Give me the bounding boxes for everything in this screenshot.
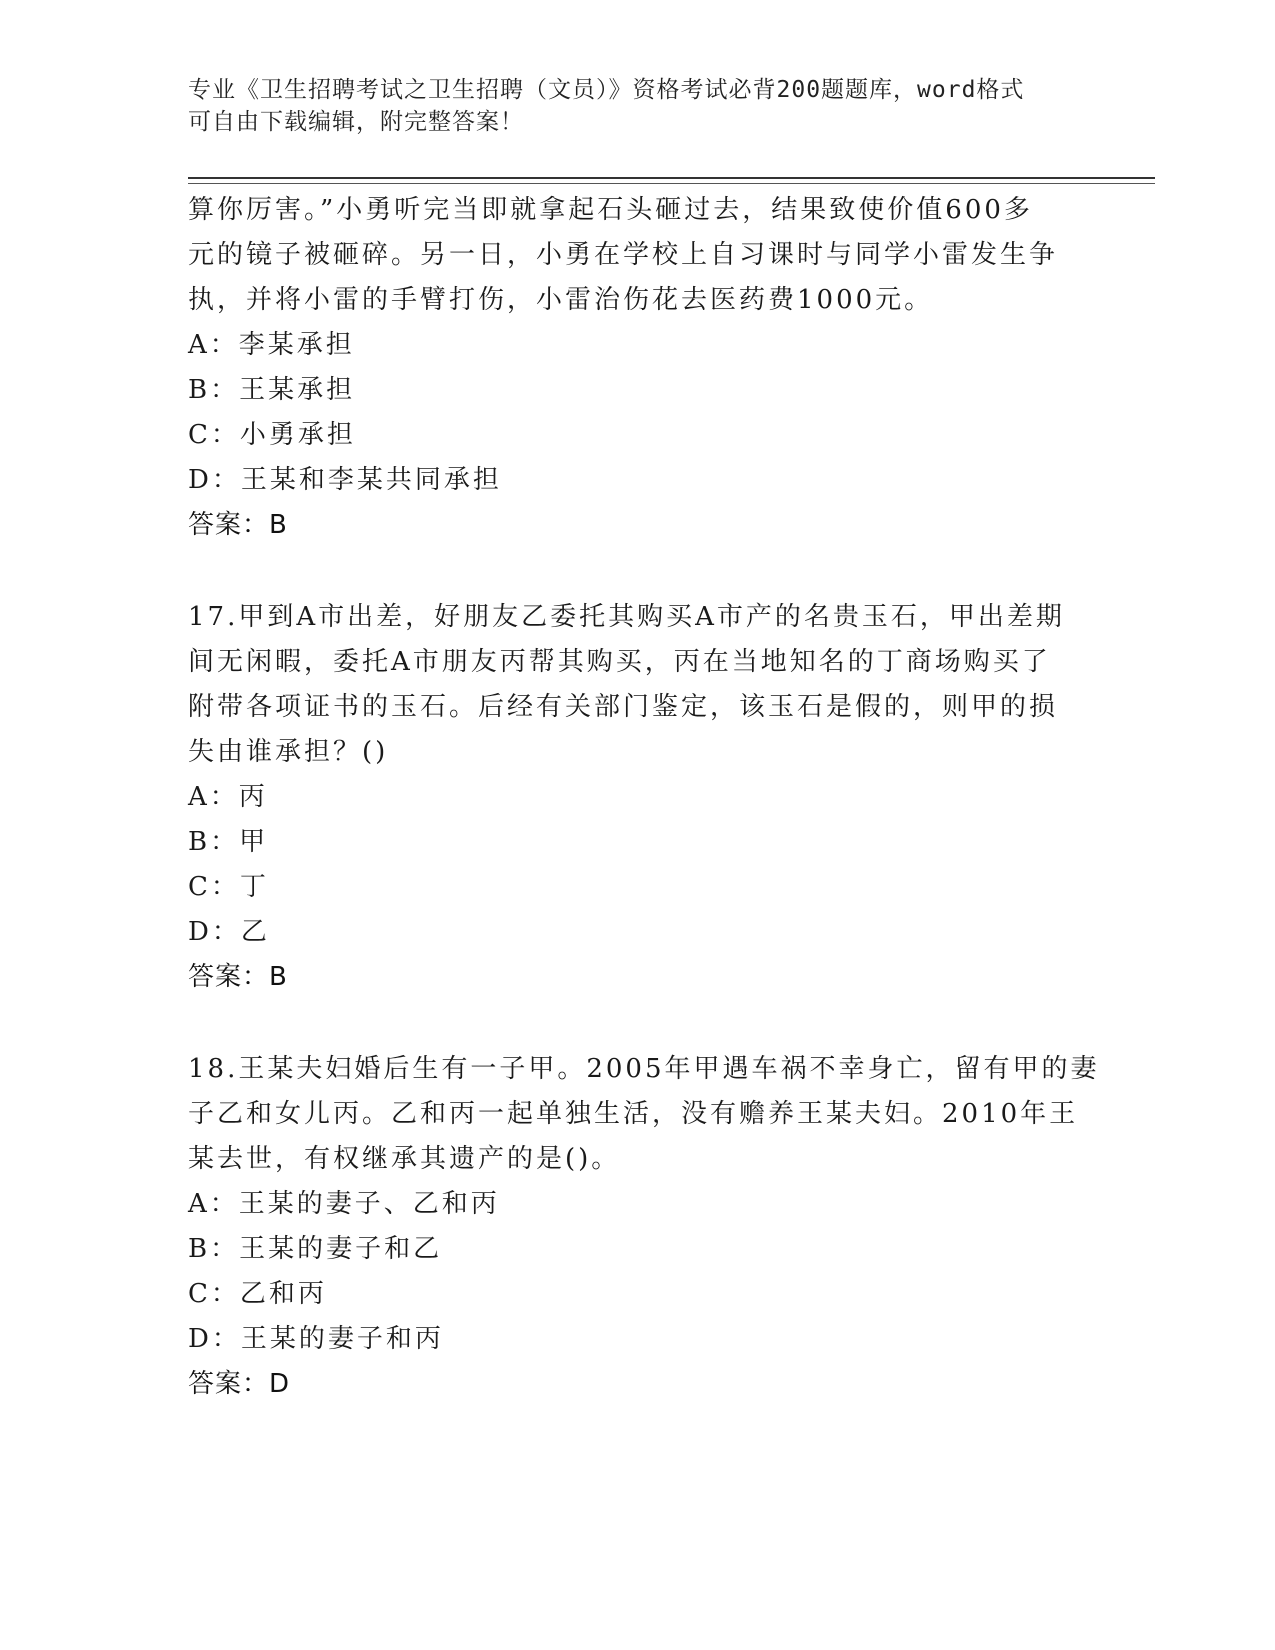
question-line: 间无闲暇，委托A市朋友丙帮其购买，丙在当地知名的丁商场购买了 <box>188 647 1051 677</box>
question-spacer <box>188 548 1088 595</box>
option-c: C：小勇承担 <box>188 420 356 450</box>
question-line: 18.王某夫妇婚后生有一子甲。2005年甲遇车祸不幸身亡，留有甲的妻 <box>188 1054 1100 1084</box>
question-text <box>188 595 1088 775</box>
question-18 <box>188 1047 1100 1407</box>
option-d: D：乙 <box>188 917 270 947</box>
question-line: 失由谁承担？() <box>188 737 389 767</box>
question-line: 执，并将小雷的手臂打伤，小雷治伤花去医药费1000元。 <box>188 285 934 315</box>
question-line: 17.甲到A市出差，好朋友乙委托其购买A市产的名贵玉石，甲出差期 <box>188 602 1065 632</box>
option-d: D：王某的妻子和丙 <box>188 1324 444 1354</box>
header-line-2: 可自由下载编辑，附完整答案！ <box>188 109 524 135</box>
question-line: 元的镜子被砸碎。另一日，小勇在学校上自习课时与同学小雷发生争 <box>188 240 1059 270</box>
answer: 答案：D <box>188 1369 291 1399</box>
option-a: A：李某承担 <box>188 330 355 360</box>
option-b: B：甲 <box>188 827 269 857</box>
header-line-1: 专业《卫生招聘考试之卫生招聘（文员）》资格考试必背200题题库，word格式 <box>188 77 1025 103</box>
option-b: B：王某的妻子和乙 <box>188 1234 443 1264</box>
document-header <box>188 74 1068 138</box>
document-body <box>188 188 1100 1407</box>
answer: 答案：B <box>188 510 288 540</box>
question-16-continued <box>188 188 1088 548</box>
question-line: 子乙和女儿丙。乙和丙一起单独生活，没有赡养王某夫妇。2010年王 <box>188 1099 1079 1129</box>
question-17 <box>188 595 1088 1000</box>
header-divider-thin <box>188 183 1155 184</box>
option-a: A：丙 <box>188 782 268 812</box>
option-b: B：王某承担 <box>188 375 356 405</box>
header-divider-thick <box>188 177 1155 179</box>
question-line: 算你厉害。”小勇听完当即就拿起石头砸过去，结果致使价值600多 <box>188 195 1033 225</box>
option-a: A：王某的妻子、乙和丙 <box>188 1189 500 1219</box>
question-line: 附带各项证书的玉石。后经有关部门鉴定，该玉石是假的，则甲的损 <box>188 692 1059 722</box>
option-c: C：丁 <box>188 872 269 902</box>
option-d: D：王某和李某共同承担 <box>188 465 502 495</box>
question-line: 某去世，有权继承其遗产的是()。 <box>188 1144 621 1174</box>
option-c: C：乙和丙 <box>188 1279 327 1309</box>
answer: 答案：B <box>188 962 288 992</box>
question-text <box>188 188 1088 323</box>
question-spacer <box>188 1000 1088 1047</box>
question-text <box>188 1047 1100 1182</box>
